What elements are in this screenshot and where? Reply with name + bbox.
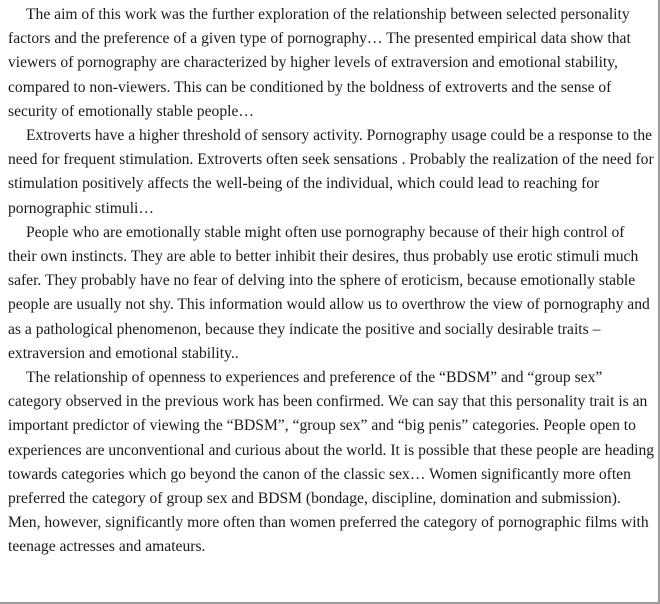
paragraph-aim: The aim of this work was the further exploration of the relationship between selected personality factors and the preference of a given type of pornography… The presented empirical data show that viewers of pornography are characterized by higher levels of extraversion and emotional stability, compared to non-viewers. This can be conditioned by the boldness of extroverts and the sense of security of emotionally stable people… — [8, 6, 631, 120]
document-body — [8, 3, 655, 560]
paragraph-openness: The relationship of openness to experiences and preference of the “BDSM” and “group sex” category observed in the previous work has been confirmed. We can say that this personality trait is an important predictor of viewing the “BDSM”, “group sex” and “big penis” categories. People open to experiences are unconventional and curious about the world. It is possible that these people are heading towards categories which go beyond the canon of the classic sex… Women significantly more often preferred the category of group sex and BDSM (bondage, discipline, domination and submission). Men, however, significantly more often than women preferred the category of pornographic films with teenage actresses and amateurs. — [8, 369, 655, 556]
paragraph-emotional-stability: People who are emotionally stable might often use pornography because of their high control of their own instincts. They are able to better inhibit their desires, thus probably use erotic stimuli much safer. They probably have no fear of delving into the sphere of eroticism, because emotionally stable people are usually not shy. This information would allow us to overthrow the view of pornography and as a pathological phenomenon, because they indicate the positive and socially desirable traits – extraversion and emotional stability.. — [8, 223, 650, 362]
paragraph-extroverts: Extroverts have a higher threshold of sensory activity. Pornography usage could be a response to the need for frequent stimulation. Extroverts often seek sensations . Probably the realization of the need for stimulation positively affects the well-being of the individual, which could lead to reaching for pornographic stimuli… — [8, 127, 654, 217]
